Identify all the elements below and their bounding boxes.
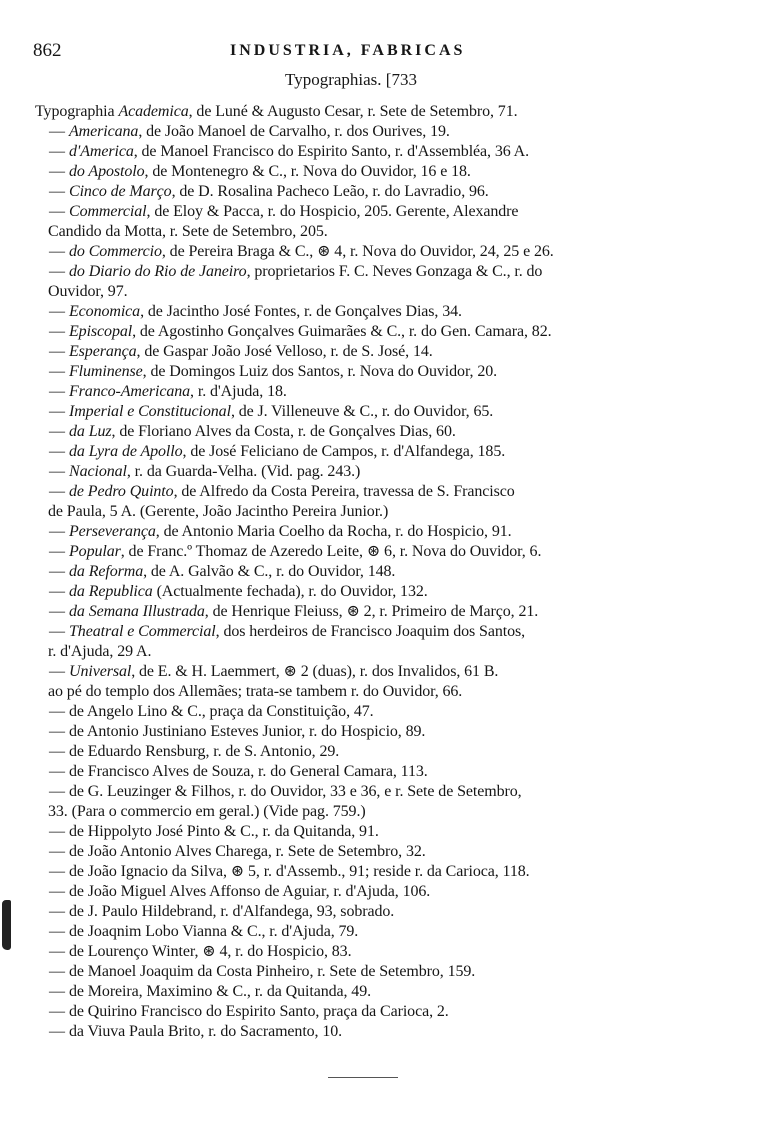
entry-continuation	[35, 222, 725, 242]
ditto-dash: —	[49, 783, 65, 800]
entry-line	[35, 562, 725, 582]
entry-line	[35, 1022, 725, 1042]
entry-text: , de Alfredo da Costa Pereira, travessa de S. Francisco	[173, 483, 515, 500]
ditto-dash: —	[49, 523, 65, 540]
ditto-dash: —	[49, 663, 65, 680]
entry-line	[35, 722, 725, 742]
entry-line	[35, 782, 725, 802]
entry-text: de Antonio Justiniano Esteves Junior, r. do Hospicio, 89.	[69, 723, 426, 740]
entry-text: da Viuva Paula Brito, r. do Sacramento, 10.	[69, 1023, 343, 1040]
entry-line	[35, 342, 725, 362]
entry-text: ao pé do templo dos Allemães; trata-se tambem r. do Ouvidor, 66.	[48, 683, 463, 700]
entry-line	[35, 622, 725, 642]
entry-continuation	[35, 682, 725, 702]
ditto-dash: —	[49, 483, 65, 500]
ditto-dash: —	[49, 923, 65, 940]
entry-text: de João Antonio Alves Charega, r. Sete de Setembro, 32.	[69, 843, 426, 860]
entry-line	[35, 362, 725, 382]
page-number: 862	[33, 40, 62, 61]
entry-text: de Quirino Francisco do Espirito Santo, praça da Carioca, 2.	[69, 1003, 449, 1020]
entry-text: , de Eloy & Pacca, r. do Hospicio, 205. Gerente, Alexandre	[146, 203, 519, 220]
ditto-dash: —	[49, 383, 65, 400]
ink-blot	[2, 900, 11, 950]
entry-line	[35, 242, 725, 262]
entry-line	[35, 742, 725, 762]
entry-line	[35, 762, 725, 782]
entry-text: , de Manoel Francisco do Espirito Santo, r. d'Assembléa, 36 A.	[133, 143, 530, 160]
ditto-dash: —	[49, 943, 65, 960]
entry-line	[35, 142, 725, 162]
ditto-dash: —	[49, 343, 65, 360]
entry-line	[35, 542, 725, 562]
ditto-dash: —	[49, 583, 65, 600]
entry-name: da Reforma	[69, 563, 144, 580]
ditto-dash: —	[49, 323, 65, 340]
ditto-dash: —	[49, 863, 65, 880]
entry-continuation	[35, 642, 725, 662]
entry-name: Episcopal	[69, 323, 133, 340]
entry-line	[35, 822, 725, 842]
entry-text: , de Luné & Augusto Cesar, r. Sete de Setembro, 71.	[188, 103, 518, 120]
entry-line	[35, 162, 725, 182]
entry-text: , de Floriano Alves da Costa, r. de Gonçalves Dias, 60.	[111, 423, 456, 440]
ditto-dash: —	[49, 243, 65, 260]
entry-text: , de Franc.º Thomaz de Azeredo Leite, ⊛ 6, r. Nova do Ouvidor, 6.	[120, 543, 542, 560]
entry-name: de Pedro Quinto	[69, 483, 174, 500]
entry-text: , de J. Villeneuve & C., r. do Ouvidor, 65.	[230, 403, 494, 420]
entry-name: da Lyra de Apollo	[69, 443, 183, 460]
ditto-dash: —	[49, 143, 65, 160]
entry-line	[35, 1002, 725, 1022]
entry-text: , de Montenegro & C., r. Nova do Ouvidor, 16 e 18.	[144, 163, 471, 180]
entry-name: do Diario do Rio de Janeiro	[69, 263, 247, 280]
entry-line	[35, 322, 725, 342]
entry-text: , de D. Rosalina Pacheco Leão, r. do Lavradio, 96.	[171, 183, 489, 200]
ditto-dash: —	[49, 743, 65, 760]
entry-line	[35, 482, 725, 502]
entry-text: , de João Manoel de Carvalho, r. dos Ourives, 19.	[138, 123, 450, 140]
running-title: INDUSTRIA, FABRICAS	[230, 42, 466, 59]
ditto-dash: —	[49, 163, 65, 180]
entry-text: de Joaqnim Lobo Vianna & C., r. d'Ajuda, 79.	[69, 923, 359, 940]
entry-text: r. d'Ajuda, 29 A.	[48, 643, 152, 660]
ditto-dash: —	[49, 763, 65, 780]
entry-line	[35, 582, 725, 602]
ditto-dash: —	[49, 363, 65, 380]
ditto-dash: —	[49, 443, 65, 460]
entry-line	[35, 442, 725, 462]
entry-name: Perseverança	[69, 523, 156, 540]
entry-line	[35, 102, 725, 122]
entry-name: da Republica	[69, 583, 153, 600]
entry-text: de Eduardo Rensburg, r. de S. Antonio, 29.	[69, 743, 340, 760]
entry-line	[35, 982, 725, 1002]
ditto-dash: —	[49, 303, 65, 320]
entry-name: Esperança	[69, 343, 137, 360]
entry-text: de J. Paulo Hildebrand, r. d'Alfandega, 93, sobrado.	[69, 903, 395, 920]
ditto-dash: —	[49, 403, 65, 420]
entry-name: Economica	[69, 303, 141, 320]
entry-name: Theatral e Commercial	[69, 623, 216, 640]
entry-text: , de Antonio Maria Coelho da Rocha, r. do Hospicio, 91.	[155, 523, 512, 540]
entry-name: do Commercio	[69, 243, 162, 260]
entry-name: d'America	[69, 143, 134, 160]
entry-text: de João Ignacio da Silva, ⊛ 5, r. d'Assemb., 91; reside r. da Carioca, 118.	[69, 863, 530, 880]
entry-line	[35, 302, 725, 322]
ditto-dash: —	[49, 463, 65, 480]
entry-text: 33. (Para o commercio em geral.) (Vide pag. 759.)	[48, 803, 366, 820]
entry-text: , dos herdeiros de Francisco Joaquim dos Santos,	[215, 623, 526, 640]
ditto-dash: —	[49, 603, 65, 620]
entry-line	[35, 522, 725, 542]
entry-line	[35, 662, 725, 682]
entry-name: Universal	[69, 663, 132, 680]
entry-name: Americana	[69, 123, 139, 140]
entry-line	[35, 922, 725, 942]
entry-line	[35, 422, 725, 442]
entry-line	[35, 122, 725, 142]
ditto-dash: —	[49, 843, 65, 860]
entry-text: Candido da Motta, r. Sete de Setembro, 205.	[48, 223, 328, 240]
entry-lead: Typographia	[35, 103, 119, 120]
entry-line	[35, 702, 725, 722]
entry-text: , r. d'Ajuda, 18.	[190, 383, 287, 400]
entry-name: do Apostolo	[69, 163, 145, 180]
entry-text: de João Miguel Alves Affonso de Aguiar, r. d'Ajuda, 106.	[69, 883, 431, 900]
entry-line	[35, 862, 725, 882]
entry-text: de Moreira, Maximino & C., r. da Quitanda, 49.	[69, 983, 372, 1000]
entry-line	[35, 962, 725, 982]
entry-text: , de Agostinho Gonçalves Guimarães & C., r. do Gen. Camara, 82.	[132, 323, 552, 340]
entry-continuation	[35, 282, 725, 302]
ditto-dash: —	[49, 823, 65, 840]
entry-text: de Paula, 5 A. (Gerente, João Jacintho Pereira Junior.)	[48, 503, 389, 520]
entry-name: da Luz	[69, 423, 112, 440]
ditto-dash: —	[49, 703, 65, 720]
ditto-dash: —	[49, 123, 65, 140]
ditto-dash: —	[49, 423, 65, 440]
ditto-dash: —	[49, 903, 65, 920]
ditto-dash: —	[49, 183, 65, 200]
entry-name: Nacional	[69, 463, 127, 480]
entry-line	[35, 182, 725, 202]
ditto-dash: —	[49, 963, 65, 980]
entry-name: Commercial	[69, 203, 147, 220]
entry-continuation	[35, 502, 725, 522]
entry-text: (Actualmente fechada), r. do Ouvidor, 132.	[152, 583, 428, 600]
entry-name: Fluminense	[69, 363, 143, 380]
ditto-dash: —	[49, 1003, 65, 1020]
entry-text: , de Pereira Braga & C., ⊛ 4, r. Nova do Ouvidor, 24, 25 e 26.	[161, 243, 554, 260]
entry-name: Franco-Americana	[69, 383, 191, 400]
entry-text: , r. da Guarda-Velha. (Vid. pag. 243.)	[126, 463, 361, 480]
entry-line	[35, 382, 725, 402]
section-title: Typographias. [733	[285, 70, 417, 89]
ditto-dash: —	[49, 203, 65, 220]
ditto-dash: —	[49, 1023, 65, 1040]
ditto-dash: —	[49, 723, 65, 740]
entry-text: de Lourenço Winter, ⊛ 4, r. do Hospicio, 83.	[69, 943, 352, 960]
ditto-dash: —	[49, 263, 65, 280]
entry-name: Cinco de Março	[69, 183, 172, 200]
entry-text: , de Gaspar João José Velloso, r. de S. José, 14.	[136, 343, 433, 360]
entry-line	[35, 602, 725, 622]
entry-line	[35, 882, 725, 902]
entry-line	[35, 402, 725, 422]
ditto-dash: —	[49, 983, 65, 1000]
entry-line	[35, 902, 725, 922]
entry-text: , de E. & H. Laemmert, ⊛ 2 (duas), r. dos Invalidos, 61 B.	[131, 663, 499, 680]
entry-text: , de Jacintho José Fontes, r. de Gonçalves Dias, 34.	[140, 303, 462, 320]
entry-line	[35, 842, 725, 862]
entry-text: de Angelo Lino & C., praça da Constituição, 47.	[69, 703, 374, 720]
entry-name: Popular	[69, 543, 121, 560]
ditto-dash: —	[49, 563, 65, 580]
closing-rule	[328, 1077, 398, 1078]
entry-name: Imperial e Constitucional	[69, 403, 231, 420]
entry-line	[35, 942, 725, 962]
ditto-dash: —	[49, 543, 65, 560]
ditto-dash: —	[49, 623, 65, 640]
entry-name: da Semana Illustrada	[69, 603, 205, 620]
entry-name: Academica	[118, 103, 189, 120]
entry-text: , de José Feliciano de Campos, r. d'Alfandega, 185.	[182, 443, 506, 460]
entry-continuation	[35, 802, 725, 822]
entry-line	[35, 262, 725, 282]
entry-text: , proprietarios F. C. Neves Gonzaga & C., r. do	[246, 263, 543, 280]
entry-text: , de Henrique Fleiuss, ⊛ 2, r. Primeiro de Março, 21.	[204, 603, 539, 620]
entry-text: de Francisco Alves de Souza, r. do General Camara, 113.	[69, 763, 428, 780]
entry-text: , de Domingos Luiz dos Santos, r. Nova do Ouvidor, 20.	[142, 363, 498, 380]
entry-text: de Manoel Joaquim da Costa Pinheiro, r. Sete de Setembro, 159.	[69, 963, 476, 980]
entry-text: Ouvidor, 97.	[48, 283, 128, 300]
entry-line	[35, 462, 725, 482]
directory-listing	[35, 102, 725, 1042]
entry-text: , de A. Galvão & C., r. do Ouvidor, 148.	[143, 563, 396, 580]
entry-line	[35, 202, 725, 222]
entry-text: de G. Leuzinger & Filhos, r. do Ouvidor, 33 e 36, e r. Sete de Setembro,	[69, 783, 522, 800]
ditto-dash: —	[49, 883, 65, 900]
entry-text: de Hippolyto José Pinto & C., r. da Quitanda, 91.	[69, 823, 379, 840]
